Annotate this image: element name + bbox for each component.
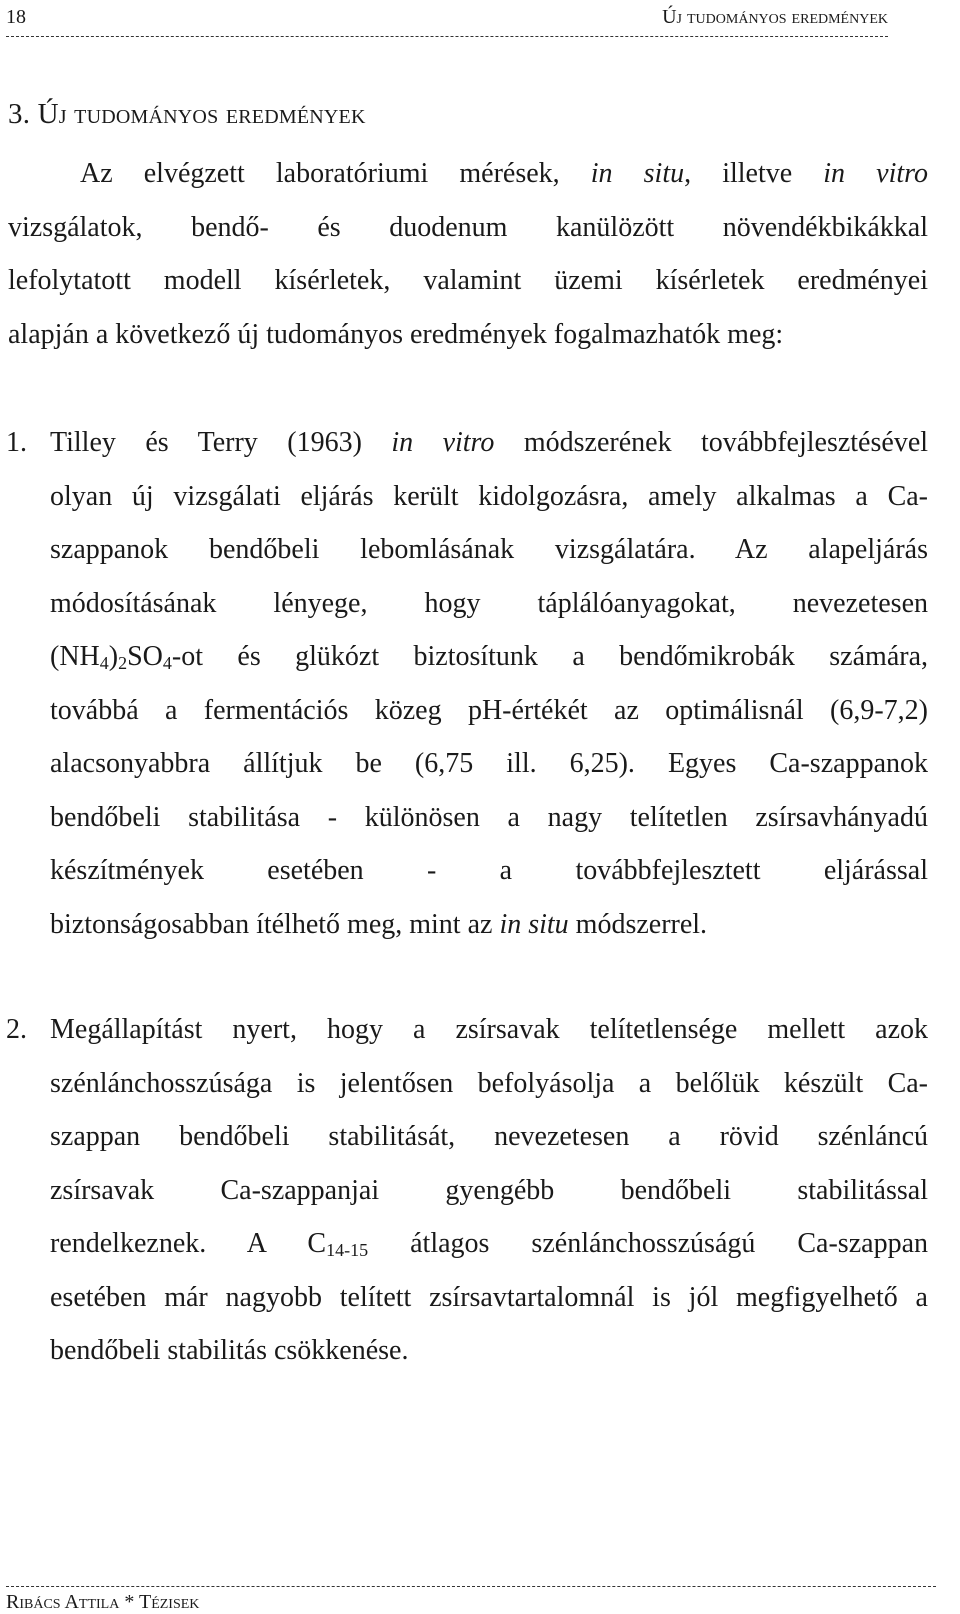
item1-line-8: bendőbeli stabilitása - különösen a nagy telítetlen zsírsavhányadú	[50, 801, 928, 833]
item2-line-4: zsírsavak Ca-szappanjai gyengébb bendőbeli stabilitással	[50, 1174, 928, 1206]
result-item-2	[6, 1003, 928, 1378]
item2-line-7: bendőbeli stabilitás csökkenése.	[50, 1335, 409, 1366]
item1-line-3: szappanok bendőbeli lebomlásának vizsgálatára. Az alapeljárás	[50, 534, 928, 565]
page-number: 18	[6, 6, 26, 28]
item1-line-2: olyan új vizsgálati eljárás került kidolgozásra, amely alkalmas a Ca-	[50, 480, 928, 512]
item2-line-6: esetében már nagyobb telített zsírsavtartalomnál is jól megfigyelhető a	[50, 1281, 928, 1313]
header-divider	[6, 36, 888, 37]
result-item-1	[6, 416, 929, 951]
item2-line-2: szénlánchosszúsága is jelentősen befolyásolja a belőlük készült Ca-	[50, 1067, 928, 1099]
running-title: Új tudományos eredmények	[662, 6, 888, 28]
section-title: 3. Új tudományos eredmények	[8, 98, 366, 130]
intro-line-4: alapján a következő új tudományos eredmények fogalmazhatók meg:	[8, 318, 784, 350]
item1-line-1: Tilley és Terry (1963) in vitro módszerének továbbfejlesztésével	[50, 427, 929, 458]
page-footer: Ribács Attila * Tézisek	[6, 1591, 200, 1613]
page-header	[6, 6, 888, 36]
intro-paragraph	[8, 147, 928, 361]
item2-line-5: rendelkeznek. A $C_{14-15}$ átlagos szénlánchosszúságú Ca-szappan	[50, 1228, 928, 1260]
item2-line-3: szappan bendőbeli stabilitását, nevezetesen a rövid szénláncú	[50, 1121, 928, 1152]
intro-line-2: vizsgálatok, bendő- és duodenum kanülözött növendékbikákkal	[8, 211, 928, 243]
item1-line-7: alacsonyabbra állítjuk be (6,75 ill. 6,25). Egyes Ca-szappanok	[50, 748, 928, 779]
result-number-2: 2.	[6, 1014, 27, 1045]
item1-line-4: módosításának lényege, hogy táplálóanyagokat, nevezetesen	[50, 587, 928, 619]
result-number-1: 1.	[6, 427, 27, 458]
footer-divider	[6, 1586, 936, 1587]
item1-line-10: biztonságosabban ítélhető meg, mint az in situ módszerrel.	[50, 908, 708, 940]
intro-line-3: lefolytatott modell kísérletek, valamint üzemi kísérletek eredményei	[8, 265, 928, 296]
item2-line-1: Megállapítást nyert, hogy a zsírsavak telítetlensége mellett azok	[50, 1014, 928, 1045]
intro-line-1: Az elvégzett laboratóriumi mérések, in situ, illetve in vitro	[80, 158, 928, 189]
item1-line-9: készítmények esetében - a továbbfejlesztett eljárással	[50, 855, 928, 886]
item1-line-5: $(NH_4)_2SO_4-ot$ és glükózt biztosítunk a bendőmikrobák számára,	[50, 641, 928, 673]
item1-line-6: továbbá a fermentációs közeg pH-értékét az optimálisnál (6,9-7,2)	[50, 694, 928, 726]
